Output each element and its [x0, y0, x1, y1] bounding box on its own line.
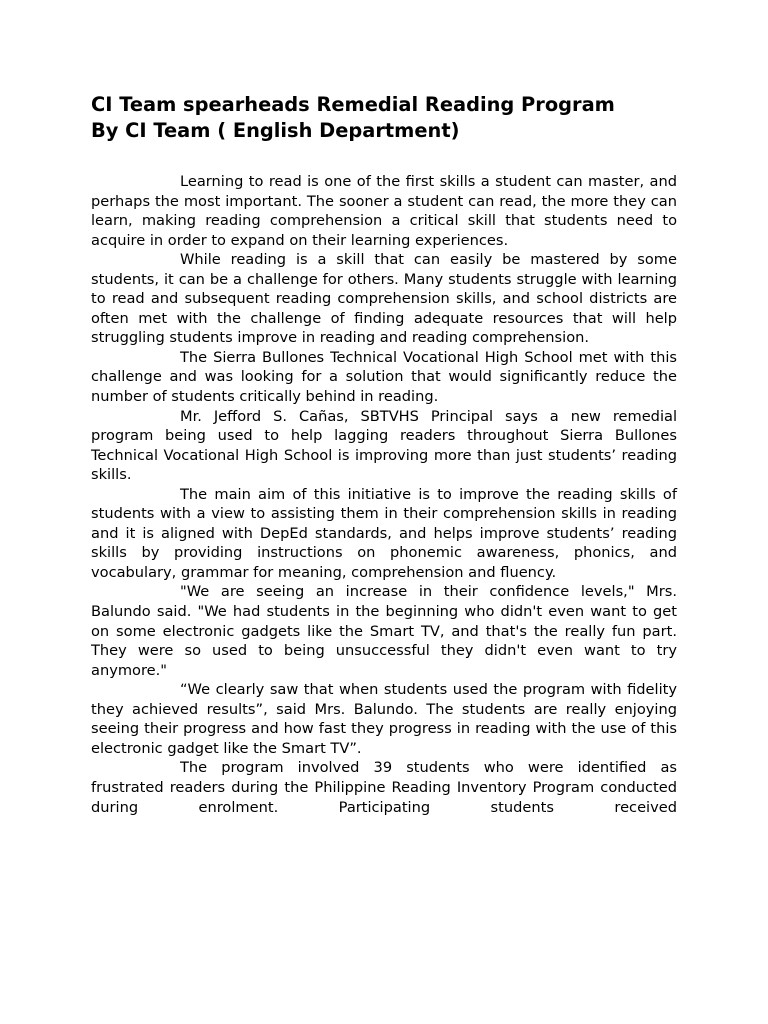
paragraph-5: The main aim of this initiative is to improve the reading skills of students with a view to assisting them in their comprehension skills in reading and it is aligned with DepEd standards, and helps improve students’ reading skills by providing instructions on phonemic awareness, phonics, and vocabulary, grammar for meaning, comprehension and fluency. [91, 485, 677, 581]
paragraph-8: The program involved 39 students who were identified as frustrated readers during the Philippine Reading Inventory Program conducted during enrolment. Participating students received [91, 759, 677, 816]
paragraph-1: Learning to read is one of the first skills a student can master, and perhaps the most important. The sooner a student can read, the more they can learn, making reading comprehension a critical skill that students need to acquire in order to expand on their learning experiences. [91, 173, 677, 249]
paragraph-4: Mr. Jefford S. Cañas, SBTVHS Principal says a new remedial program being used to help lagging readers throughout Sierra Bullones Technical Vocational High School is improving more than just students’ reading skills. [91, 407, 677, 484]
paragraph-6: "We are seeing an increase in their confidence levels," Mrs. Balundo said. "We had students in the beginning who didn't even want to get on some electronic gadgets like the Smart TV, and that's the really fun part. They were so used to being unsuccessful they didn't even want to try anymore." [91, 583, 677, 679]
document-page [91, 92, 677, 817]
paragraph-2: While reading is a skill that can easily be mastered by some students, it can be a challenge for others. Many students struggle with learning to read and subsequent reading comprehension skills, and school districts are often met with the challenge of finding adequate resources that will help struggling students improve in reading and reading comprehension. [91, 251, 677, 347]
article-title: CI Team spearheads Remedial Reading Program [91, 93, 615, 116]
paragraph-3: The Sierra Bullones Technical Vocational High School met with this challenge and was looking for a solution that would significantly reduce the number of students critically behind in reading. [91, 348, 677, 406]
article-byline: By CI Team ( English Department) [91, 119, 460, 142]
paragraph-7: “We clearly saw that when students used the program with fidelity they achieved results”, said Mrs. Balundo. The students are really enjoying seeing their progress and how fast they progress in reading with the use of this electronic gadget like the Smart TV”. [91, 681, 677, 757]
article-body [91, 172, 677, 817]
